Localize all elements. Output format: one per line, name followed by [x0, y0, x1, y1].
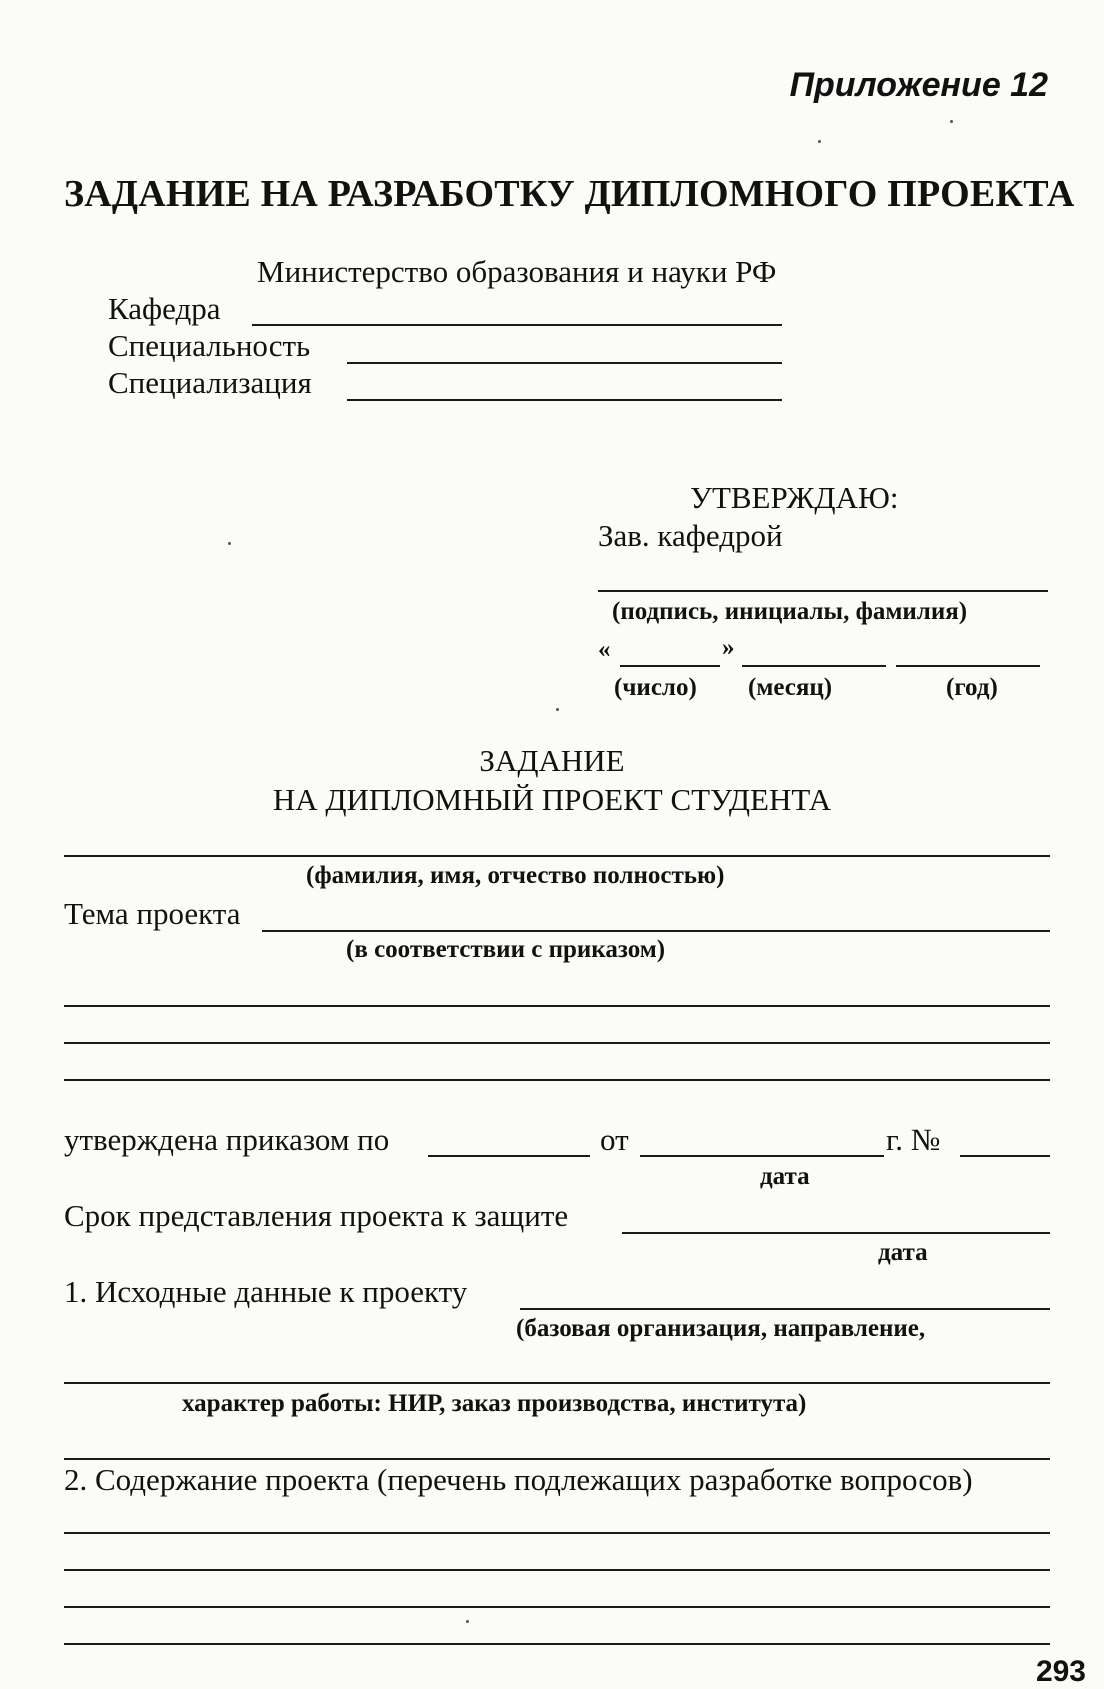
- specialty-field[interactable]: [347, 362, 782, 364]
- approved-by-order-label: утверждена приказом по: [64, 1122, 390, 1157]
- month-field[interactable]: [742, 665, 886, 667]
- scan-speck: [818, 140, 821, 143]
- quote-open: «: [598, 636, 611, 663]
- specialization-label: Специализация: [108, 365, 312, 400]
- order-by-field[interactable]: [428, 1155, 590, 1157]
- order-date-field[interactable]: [640, 1155, 884, 1157]
- month-caption: (месяц): [748, 674, 833, 701]
- assignment-title: ЗАДАНИЕ: [479, 743, 625, 778]
- content-line-2[interactable]: [64, 1569, 1050, 1571]
- content-line-4[interactable]: [64, 1643, 1050, 1645]
- scan-speck: [466, 1620, 469, 1623]
- day-caption: (число): [614, 674, 697, 701]
- scan-speck: [228, 542, 231, 545]
- signature-field[interactable]: [598, 590, 1048, 592]
- specialization-field[interactable]: [347, 399, 782, 401]
- source-data-field[interactable]: [520, 1308, 1050, 1310]
- topic-line-3[interactable]: [64, 1042, 1050, 1044]
- content-line-1[interactable]: [64, 1532, 1050, 1534]
- year-caption: (год): [946, 674, 998, 701]
- deadline-field[interactable]: [622, 1232, 1050, 1234]
- order-number-label: г. №: [886, 1122, 941, 1157]
- day-field[interactable]: [620, 665, 720, 667]
- specialty-label: Специальность: [108, 328, 311, 363]
- scan-speck: [950, 120, 953, 123]
- source-data-caption-1: (базовая организация, направление,: [516, 1315, 926, 1342]
- page-number: 293: [1035, 1655, 1086, 1688]
- quote-close: »: [722, 634, 735, 661]
- source-data-line-2[interactable]: [64, 1382, 1050, 1384]
- deadline-label: Срок представления проекта к защите: [64, 1198, 569, 1233]
- student-name-field[interactable]: [64, 855, 1050, 857]
- document-title: ЗАДАНИЕ НА РАЗРАБОТКУ ДИПЛОМНОГО ПРОЕКТА: [64, 173, 1075, 215]
- topic-line-2[interactable]: [64, 1005, 1050, 1007]
- scan-speck: [556, 708, 559, 711]
- appendix-label: Приложение 12: [789, 66, 1048, 104]
- source-data-caption-2: характер работы: НИР, заказ производства, института): [182, 1390, 807, 1417]
- source-data-line-3[interactable]: [64, 1458, 1050, 1460]
- head-of-department-label: Зав. кафедрой: [598, 518, 783, 553]
- assignment-subtitle: НА ДИПЛОМНЫЙ ПРОЕКТ СТУДЕНТА: [272, 782, 832, 817]
- signature-caption: (подпись, инициалы, фамилия): [612, 598, 968, 625]
- order-from-label: от: [600, 1122, 629, 1157]
- order-date-caption: дата: [760, 1163, 810, 1190]
- content-line-3[interactable]: [64, 1606, 1050, 1608]
- topic-field[interactable]: [262, 930, 1050, 932]
- year-field[interactable]: [896, 665, 1040, 667]
- order-number-field[interactable]: [960, 1155, 1050, 1157]
- department-label: Кафедра: [108, 291, 221, 326]
- approve-heading: УТВЕРЖДАЮ:: [690, 480, 899, 515]
- topic-label: Тема проекта: [64, 896, 241, 931]
- deadline-date-caption: дата: [878, 1239, 928, 1266]
- project-content-label: 2. Содержание проекта (перечень подлежащих разработке вопросов): [64, 1462, 973, 1497]
- topic-caption: (в соответствии с приказом): [346, 936, 666, 963]
- student-name-caption: (фамилия, имя, отчество полностью): [306, 862, 725, 889]
- topic-line-4[interactable]: [64, 1079, 1050, 1081]
- department-field[interactable]: [252, 324, 782, 326]
- ministry-name: Министерство образования и науки РФ: [257, 254, 777, 289]
- source-data-label: 1. Исходные данные к проекту: [64, 1274, 468, 1309]
